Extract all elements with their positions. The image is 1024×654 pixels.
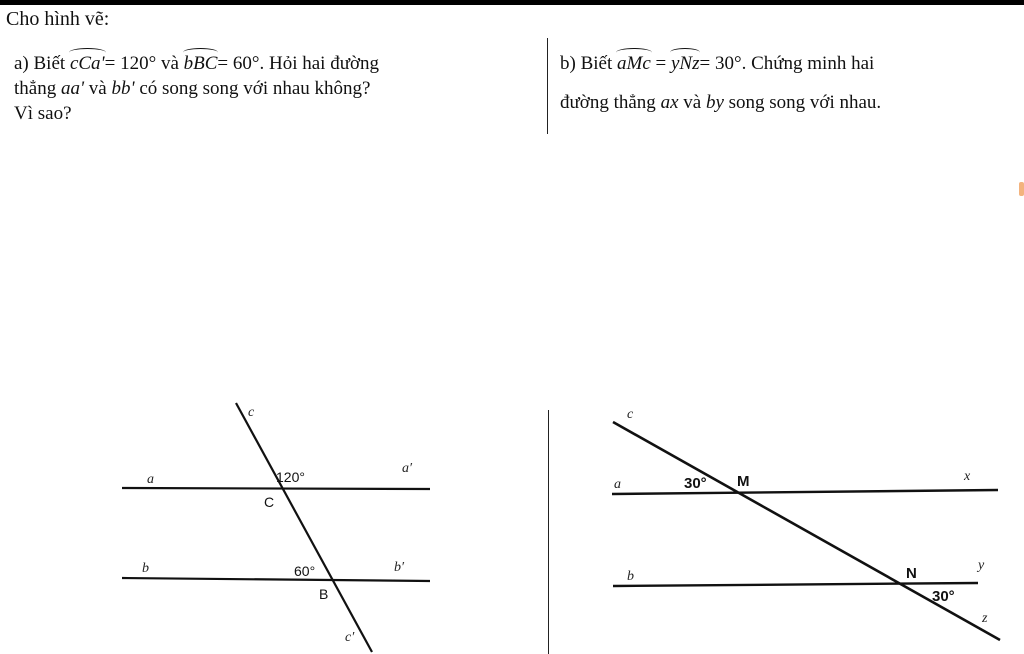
angle-amc: aMc — [617, 47, 651, 76]
equals-sign: = — [655, 53, 667, 74]
angle-ynz: yNz — [671, 47, 700, 76]
line-a — [122, 488, 430, 489]
label-a: a — [147, 472, 154, 487]
part-a-line-3: Vì sao? — [14, 103, 72, 124]
label-z: z — [982, 611, 988, 626]
part-a-question-end: có song song với nhau không? — [139, 78, 371, 99]
angle-cca-value: = 120° — [104, 53, 157, 74]
label-y: y — [978, 558, 985, 573]
label-point-n: N — [906, 565, 917, 582]
label-point-c: C — [264, 494, 275, 510]
line-by: by — [705, 92, 724, 113]
text-thang: thẳng — [14, 78, 57, 99]
label-c-bottom: c′ — [345, 630, 355, 645]
conjunction-and-3: và — [683, 92, 702, 113]
problem-heading: Cho hình vẽ: — [6, 8, 110, 30]
figure-b — [612, 407, 1000, 640]
angle-bbc: bBC — [184, 47, 218, 76]
angle-value: = 30° — [699, 53, 742, 74]
line-ax — [612, 490, 998, 494]
label-point-b: B — [319, 586, 329, 602]
transversal-c — [236, 403, 372, 652]
part-b-label: b) Biết — [560, 53, 613, 74]
angle-cca: cCa' — [70, 47, 105, 76]
label-c-top: c — [248, 405, 255, 420]
label-angle-60: 60° — [294, 563, 316, 579]
label-angle-n: 30° — [932, 588, 955, 605]
label-x: x — [964, 469, 971, 484]
label-point-m: M — [737, 473, 750, 490]
label-angle-120: 120° — [276, 469, 305, 485]
label-b-prime: b′ — [394, 560, 405, 575]
line-bb: bb' — [111, 78, 135, 99]
label-c: c — [627, 407, 634, 422]
transversal-cz — [613, 422, 1000, 640]
conjunction-and-2: và — [88, 78, 107, 99]
part-a-question-start: . Hỏi hai đường — [259, 53, 380, 74]
part-a-label: a) Biết — [14, 53, 66, 74]
label-angle-m: 30° — [684, 475, 707, 492]
line-by — [613, 583, 978, 586]
line-b — [122, 578, 430, 581]
label-a-prime: a′ — [402, 461, 413, 476]
line-aa: aa' — [60, 78, 85, 99]
label-b: b — [627, 569, 634, 584]
angle-bbc-value: = 60° — [217, 53, 260, 74]
part-b-task-start: . Chứng minh hai — [741, 53, 875, 74]
part-b-task-end: song song với nhau. — [728, 92, 882, 113]
line-ax: ax — [660, 92, 679, 113]
label-a: a — [614, 477, 621, 492]
conjunction-and: và — [160, 53, 179, 74]
text-duong-thang: đường thẳng — [560, 92, 656, 113]
figure-a — [122, 403, 430, 652]
label-b: b — [142, 561, 149, 576]
